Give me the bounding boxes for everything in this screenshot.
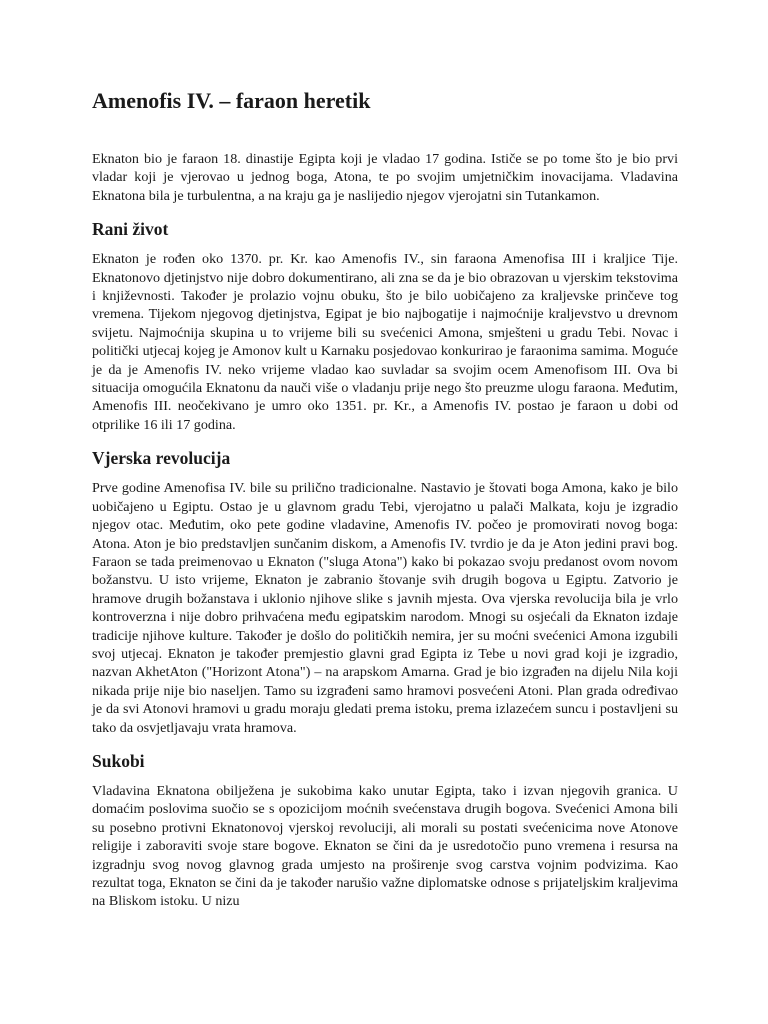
section-heading-vjerska-revolucija: Vjerska revolucija [92, 448, 231, 469]
document-page [92, 86, 678, 911]
section-heading-sukobi: Sukobi [92, 750, 145, 771]
intro-paragraph: Eknaton bio je faraon 18. dinastije Egipta koji je vladao 17 godina. Ističe se po tome što je bio prvi vladar koji je vjerovao u jednog boga, Atona, te po svojim umjetničkim inovacijama. Vladavina Eknatona bila je turbulentna, a na kraju ga je naslijedio njegov vjerojatni sin Tutankamon. [92, 151, 678, 204]
section-text-rani-zivot: Eknaton je rođen oko 1370. pr. Kr. kao Amenofis IV., sin faraona Amenofisa III i kraljice Tije. Eknatonovo djetinjstvo nije dobro dokumentirano, ali zna se da je bio obrazovan u vjerskim tekstovima i književnosti. Također je prolazio vojnu obuku, što je bilo uobičajeno za kraljevske prinčeve tog vremena. Tijekom njegovog djetinjstva, Egipat je bio najbogatije i najmoćnije kraljevstvo u drevnom svijetu. Najmoćnija skupina u to vrijeme bili su svećenici Amona, smješteni u gradu Tebi. Novac i politički utjecaj kojeg je Amonov kult u Karnaku posjedovao konkurirao je faraonima samima. Moguće je da je Amenofis IV. neko vrijeme vladao kao suvladar sa svojim ocem Amenofisom III. Ova bi situacija omogućila Eknatonu da nauči više o vladanju prije nego što preuzme ulogu faraona. Međutim, Amenofis III. neočekivano je umro oko 1351. pr. Kr., a Amenofis IV. postao je faraon u dobi od otprilike 16 ili 17 godina. [92, 251, 678, 433]
section-heading-rani-zivot: Rani život [92, 219, 169, 240]
section-text-sukobi: Vladavina Eknatona obilježena je sukobima kako unutar Egipta, tako i izvan njegovih granica. U domaćim poslovima suočio se s opozicijom moćnih svećenstava drugih bogova. Svećenici Amona bili su posebno protivni Eknatonovoj vjerskoj revoluciji, ali morali su postati svećenicima nove Atonove religije i zaboraviti svoje stare bogove. Eknaton se čini da je usredotočio puno vremena i resursa na izgradnju svog novog glavnog grada umjesto na proširenje svog carstva vojnim podvizima. Kao rezultat toga, Eknaton se čini da je također narušio važne diplomatske odnose s prijateljskim kraljevima na Bliskom istoku. U nizu [92, 782, 678, 910]
document-title: Amenofis IV. – faraon heretik [92, 88, 371, 113]
section-text-vjerska-revolucija: Prve godine Amenofisa IV. bile su prilično tradicionalne. Nastavio je štovati boga Amona, kako je bilo uobičajeno u Egiptu. Ostao je u glavnom gradu Tebi, vjerojatno u palači Malkata, koju je izgradio njegov otac. Međutim, oko pete godine vladavine, Amenofis IV. počeo je promovirati novog boga: Atona. Aton je bio predstavljen sunčanim diskom, a Amenofis IV. tvrdio je da je Aton jedini pravi bog. Faraon se tada preimenovao u Eknaton ("sluga Atona") kako bi pokazao svoju predanost ovom novom božanstvu. U isto vrijeme, Eknaton je zabranio štovanje svih drugih bogova u Egiptu. Zatvorio je hramove drugih božanstava i uklonio njihove slike s javnih mjesta. Ova vjerska revolucija bila je vrlo kontroverzna i nije dobro prihvaćena među egipatskim narodom. Mnogi su osjećali da Eknaton izdaje tradicije njihove kulture. Također je došlo do političkih nemira, jer su moćni svećenici Amona izgubili svoj utjecaj. Eknaton je također premjestio glavni grad Egipta iz Tebe u novi grad koji je izgradio, nazvan AkhetAton ("Horizont Atona") – na arapskom Amarna. Grad je bio izgrađen na dijelu Nila koji nikada prije nije bio naseljen. Tamo su izgrađeni samo hramovi posvećeni Atoni. Plan grada određivao je da svi Atonovi hramovi u gradu moraju gledati prema istoku, prema izlazećem suncu i postavljeni su tako da osvjetljavaju vrata hramova. [92, 480, 678, 736]
